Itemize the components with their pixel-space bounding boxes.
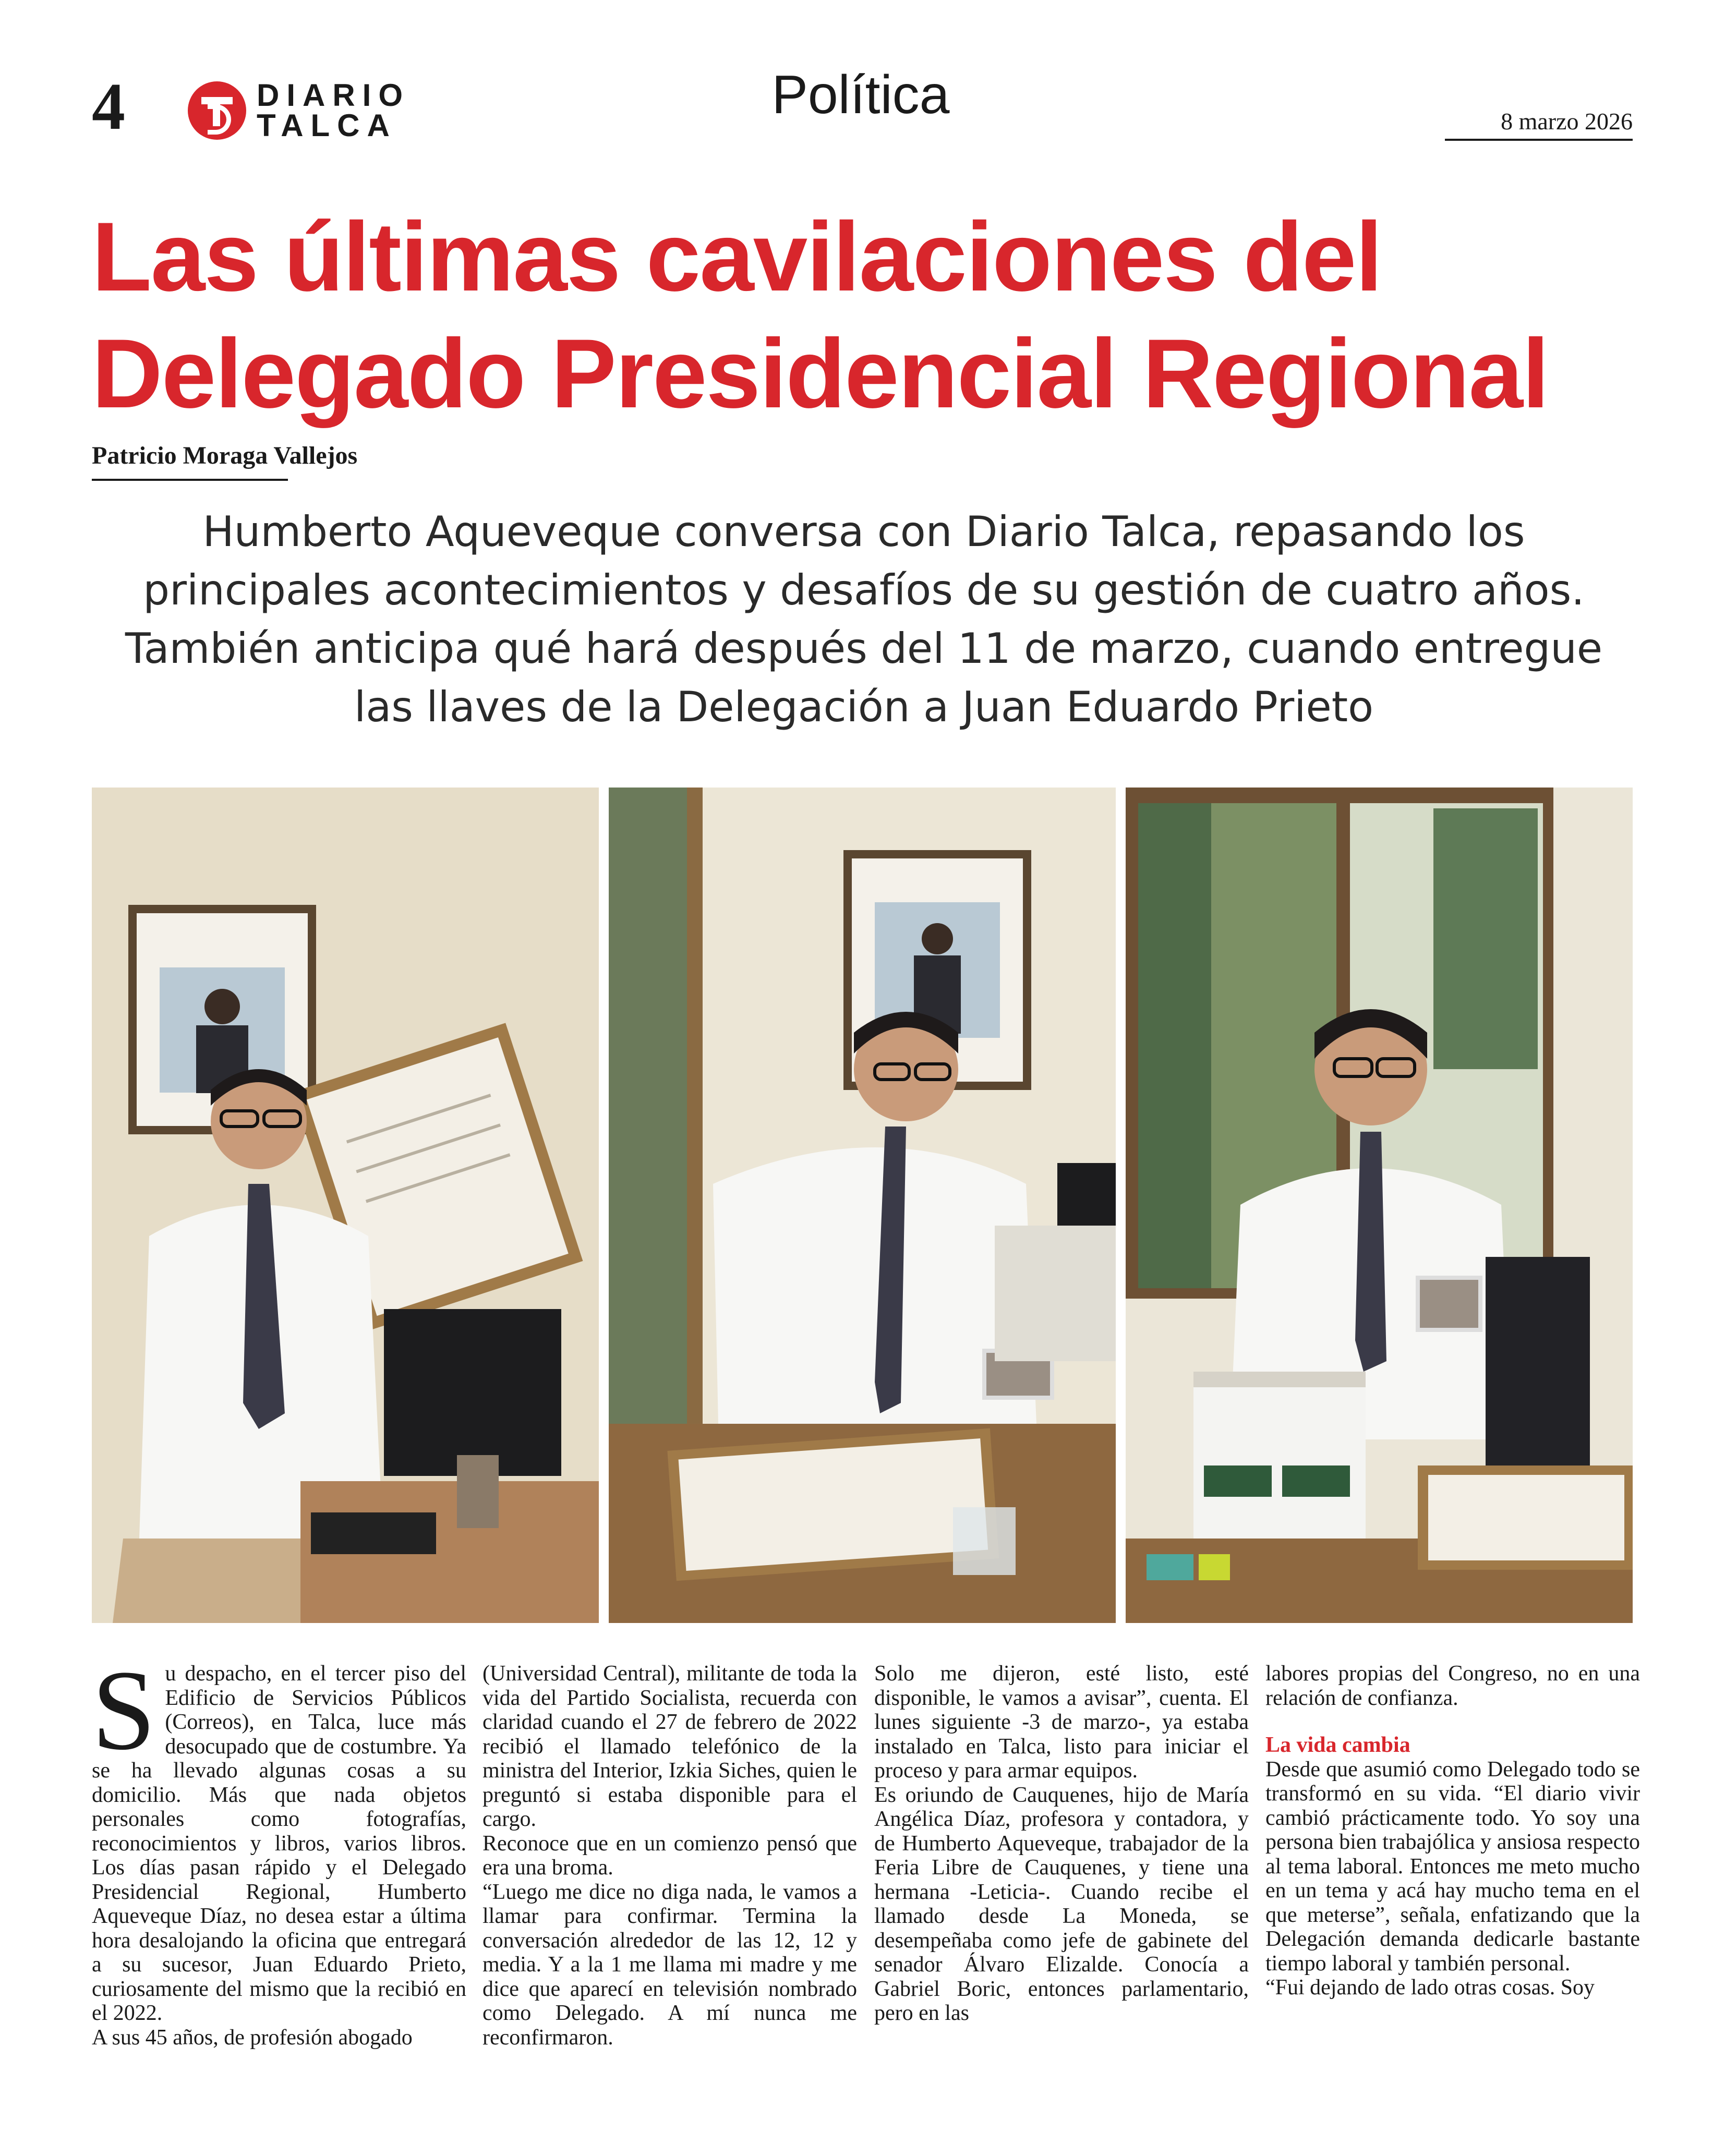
article-column-4 bbox=[1265, 1662, 1640, 2000]
column-3-paragraph-1: Solo me dijeron, esté listo, esté disponible, le vamos a avisar”, cuenta. El lunes siguiente -3 de marzo-, ya estaba instalado en Talca, listo para iniciar el proceso y para armar equipos. bbox=[874, 1662, 1249, 1783]
column-2-paragraph-3: “Luego me dice no diga nada, le vamos a llamar para confirmar. Termina la conversación alrededor de las 12, 12 y media. Y a la 1 me llama mi madre y me dice que aparecí en televisión nombrado como Delegado. A mí nunca me reconfirmaron. bbox=[482, 1880, 857, 2050]
column-1-paragraph-2: A sus 45 años, de profesión abogado bbox=[92, 2025, 413, 2050]
column-3-paragraph-2: Es oriundo de Cauquenes, hijo de María Angélica Díaz, profesora y contadora, y de Humberto Aqueveque, trabajador de la Feria Libre de Cauquenes, y tiene una hermana -Leticia-. Cuando recibe el llamado desde La Moneda, se desempeñaba como jefe de gabinete del senador Álvaro Elizalde. Conocía a Gabriel Boric, entonces parlamentario, pero en las bbox=[874, 1783, 1249, 2025]
article-column-2 bbox=[482, 1662, 857, 2050]
section-title: Política bbox=[771, 65, 950, 125]
column-2-paragraph-2: Reconoce que en un comienzo pensó que era una broma. bbox=[482, 1831, 857, 1880]
page-number: 4 bbox=[92, 69, 125, 143]
byline-underline bbox=[92, 479, 288, 481]
column-1-paragraph-1: u despacho, en el tercer piso del Edificio de Servicios Públicos (Correos), en Talca, luce más desocupado que de costumbre. Ya se ha llevado algunas cosas a su domicilio. Más que nada objetos personales como fotografías, reconocimientos y libros, varios libros. Los días pasan rápido y el Delegado Presidencial Regional, Humberto Aqueveque Díaz, no desea estar a última hora desalojando la oficina que entregará a su sucesor, Juan Eduardo Prieto, curiosamente del mismo que la recibió en el 2022. bbox=[92, 1662, 466, 2025]
column-2-paragraph-1: (Universidad Central), militante de toda la vida del Partido Socialista, recuerda con claridad cuando el 27 de febrero de 2022 recibió el llamado telefónico de la ministra del Interior, Izkia Siches, quien le preguntó si estaba disponible para el cargo. bbox=[482, 1662, 857, 1831]
column-4-paragraph-1: labores propias del Congreso, no en una relación de confianza. bbox=[1265, 1662, 1640, 1710]
headline-line-2: Delegado Presidencial Regional bbox=[92, 319, 1549, 428]
article-column-1 bbox=[92, 1646, 466, 2050]
photo-packing-box bbox=[1126, 788, 1633, 1623]
subheading-la-vida-cambia: La vida cambia bbox=[1265, 1733, 1410, 1757]
diario-talca-logo bbox=[188, 78, 410, 143]
logo-mark-icon bbox=[188, 81, 246, 140]
logo-line-2: TALCA bbox=[257, 108, 397, 143]
byline: Patricio Moraga Vallejos bbox=[92, 442, 358, 469]
lead-paragraph: Humberto Aqueveque conversa con Diario Talca, repasando los principales acontecimientos y desafíos de su gestión de cuatro años. También anticipa qué hará después del 11 de marzo, cuando entregue las llaves de la Delegación a Juan Eduardo Prieto bbox=[125, 507, 1603, 731]
article-column-3 bbox=[874, 1662, 1249, 2026]
column-4-paragraph-3: “Fui dejando de lado otras cosas. Soy bbox=[1265, 1976, 1595, 2000]
issue-date: 8 marzo 2026 bbox=[1501, 108, 1633, 135]
logo-line-1: DIARIO bbox=[257, 78, 410, 113]
photo-at-desk-with-frame bbox=[609, 788, 1116, 1623]
headline bbox=[92, 198, 1657, 432]
drop-cap: S bbox=[92, 1646, 156, 1774]
logo-wordmark bbox=[257, 80, 410, 141]
headline-line-1: Las últimas cavilaciones del bbox=[92, 202, 1382, 311]
photo-holding-diploma bbox=[92, 788, 599, 1623]
date-underline bbox=[1445, 139, 1633, 141]
column-4-paragraph-2: Desde que asumió como Delegado todo se transformó en su vida. “El diario vivir cambió prácticamente todo. Yo soy una persona bien trabajólica y ansiosa respecto al tema laboral. Entonces me meto mucho en un tema y acá hay mucho tema en el que meterse”, señala, enfatizando que la Delegación demanda dedicarle bastante tiempo laboral y también personal. bbox=[1265, 1757, 1640, 1976]
